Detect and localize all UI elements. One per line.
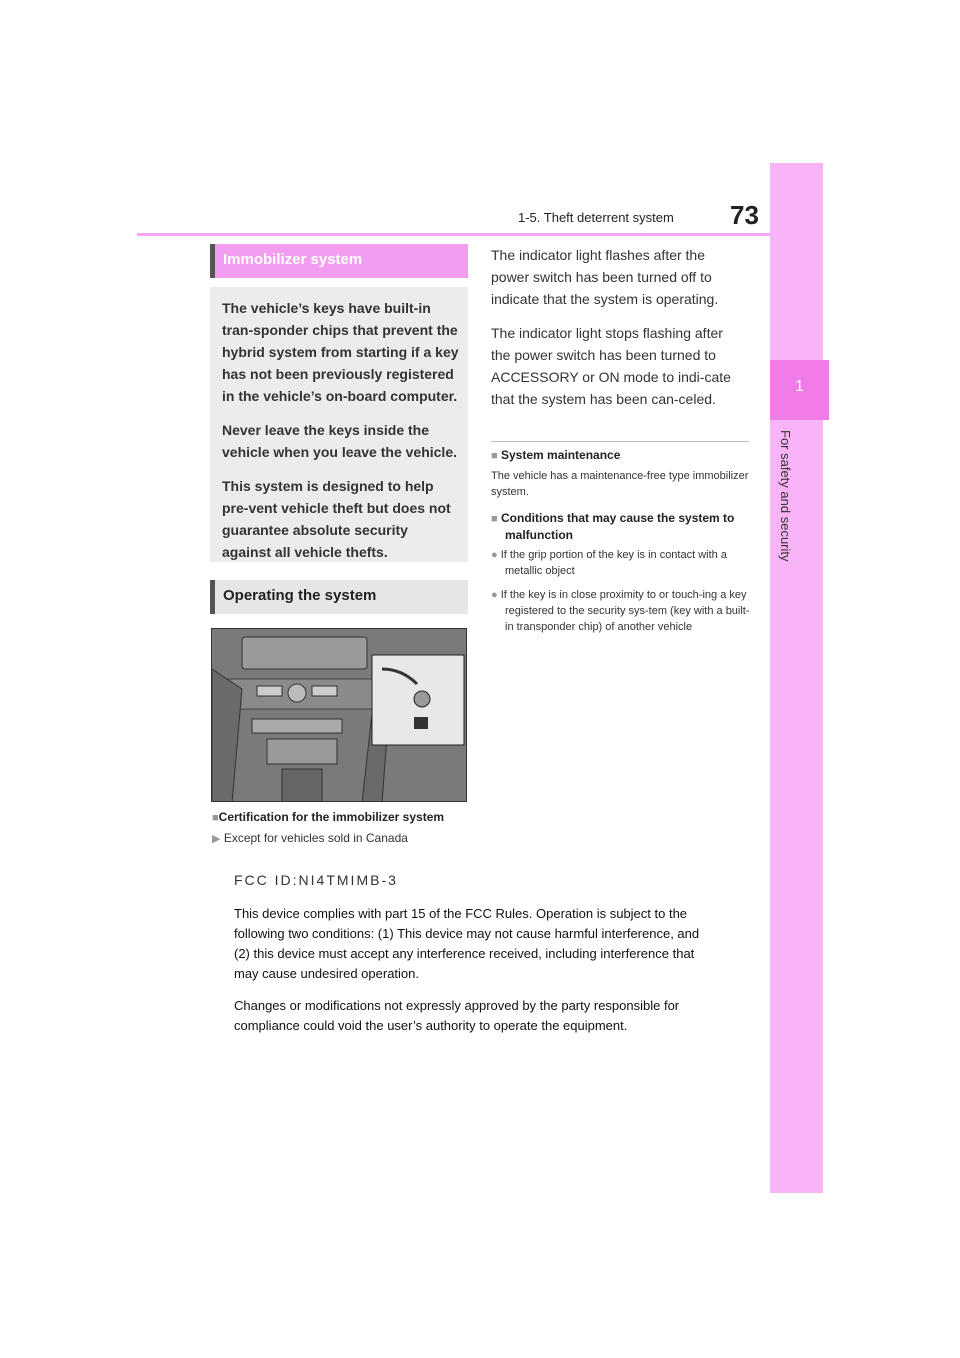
dashboard-drawing: [212, 629, 467, 802]
immobilizer-heading: [210, 244, 468, 278]
canada-note: ▶ Except for vehicles sold in Canada: [212, 831, 408, 845]
square-bullet-icon: ■: [491, 513, 498, 525]
dot-bullet-icon: ●: [491, 589, 498, 601]
dot-bullet-icon: ●: [491, 549, 498, 561]
intro-paragraph-1: The vehicle’s keys have built-in tran-sponder chips that prevent the hybrid system from starting if a key has not been previously registered in the vehicle’s on-board computer.: [222, 300, 459, 404]
dashboard-illustration: [211, 628, 467, 802]
maintenance-text: The vehicle has a maintenance-free type immobilizer system.: [491, 470, 749, 498]
square-bullet-icon: ■: [491, 450, 498, 462]
notes: [491, 447, 751, 643]
malfunction-heading: ■ Conditions that may cause the system to malfunction: [491, 511, 735, 542]
maintenance-heading: ■ System maintenance: [491, 448, 621, 462]
fcc-compliance-text: This device complies with part 15 of the FCC Rules. Operation is subject to the following two conditions: (1) This device may not cause harmful interference, and (2) this device must accept any interference received, including interference that may cause undesired operation.: [234, 906, 700, 981]
chapter-tab: [770, 163, 823, 1193]
operating-heading-text: Operating the system: [223, 587, 377, 604]
header-divider: [137, 233, 770, 236]
malfunction-bullet-2: ● If the key is in close proximity to or touch-ing a key registered to the security sys-tem (key with a built-in transponder chip) of another vehicle: [491, 589, 750, 633]
chapter-label: For safety and security: [778, 430, 793, 562]
chapter-number: 1: [795, 378, 804, 395]
section-title: 1-5. Theft deterrent system: [518, 210, 674, 225]
right-column: [491, 244, 746, 422]
arrow-bullet-icon: ▶: [212, 833, 221, 845]
fcc-id: FCC ID:NI4TMIMB-3: [234, 872, 398, 888]
intro-paragraph-2: Never leave the keys inside the vehicle when you leave the vehicle.: [222, 422, 457, 460]
immobilizer-heading-text: Immobilizer system: [223, 251, 363, 268]
malfunction-bullet-1: ● If the grip portion of the key is in contact with a metallic object: [491, 549, 727, 577]
page-number: 73: [730, 200, 759, 230]
intro-box: [210, 287, 468, 562]
notes-divider: [491, 441, 749, 442]
certification-heading: ■Certification for the immobilizer system: [212, 810, 445, 824]
fcc-modification-text: Changes or modifications not expressly approved by the party responsible for compliance could void the user’s authority to operate the equipment.: [234, 998, 680, 1033]
operating-heading: [210, 580, 468, 614]
indicator-stop-text: The indicator light stops flashing after the power switch has been turned to ACCESSORY or ON mode to indi-cate that the system has been can-celed.: [491, 325, 731, 407]
square-bullet-icon: ■: [212, 812, 219, 824]
indicator-flashing-text: The indicator light flashes after the power switch has been turned off to indicate that the system is operating.: [491, 247, 719, 307]
intro-paragraph-3: This system is designed to help pre-vent vehicle theft but does not guarantee absolute security against all vehicle thefts.: [222, 478, 451, 560]
